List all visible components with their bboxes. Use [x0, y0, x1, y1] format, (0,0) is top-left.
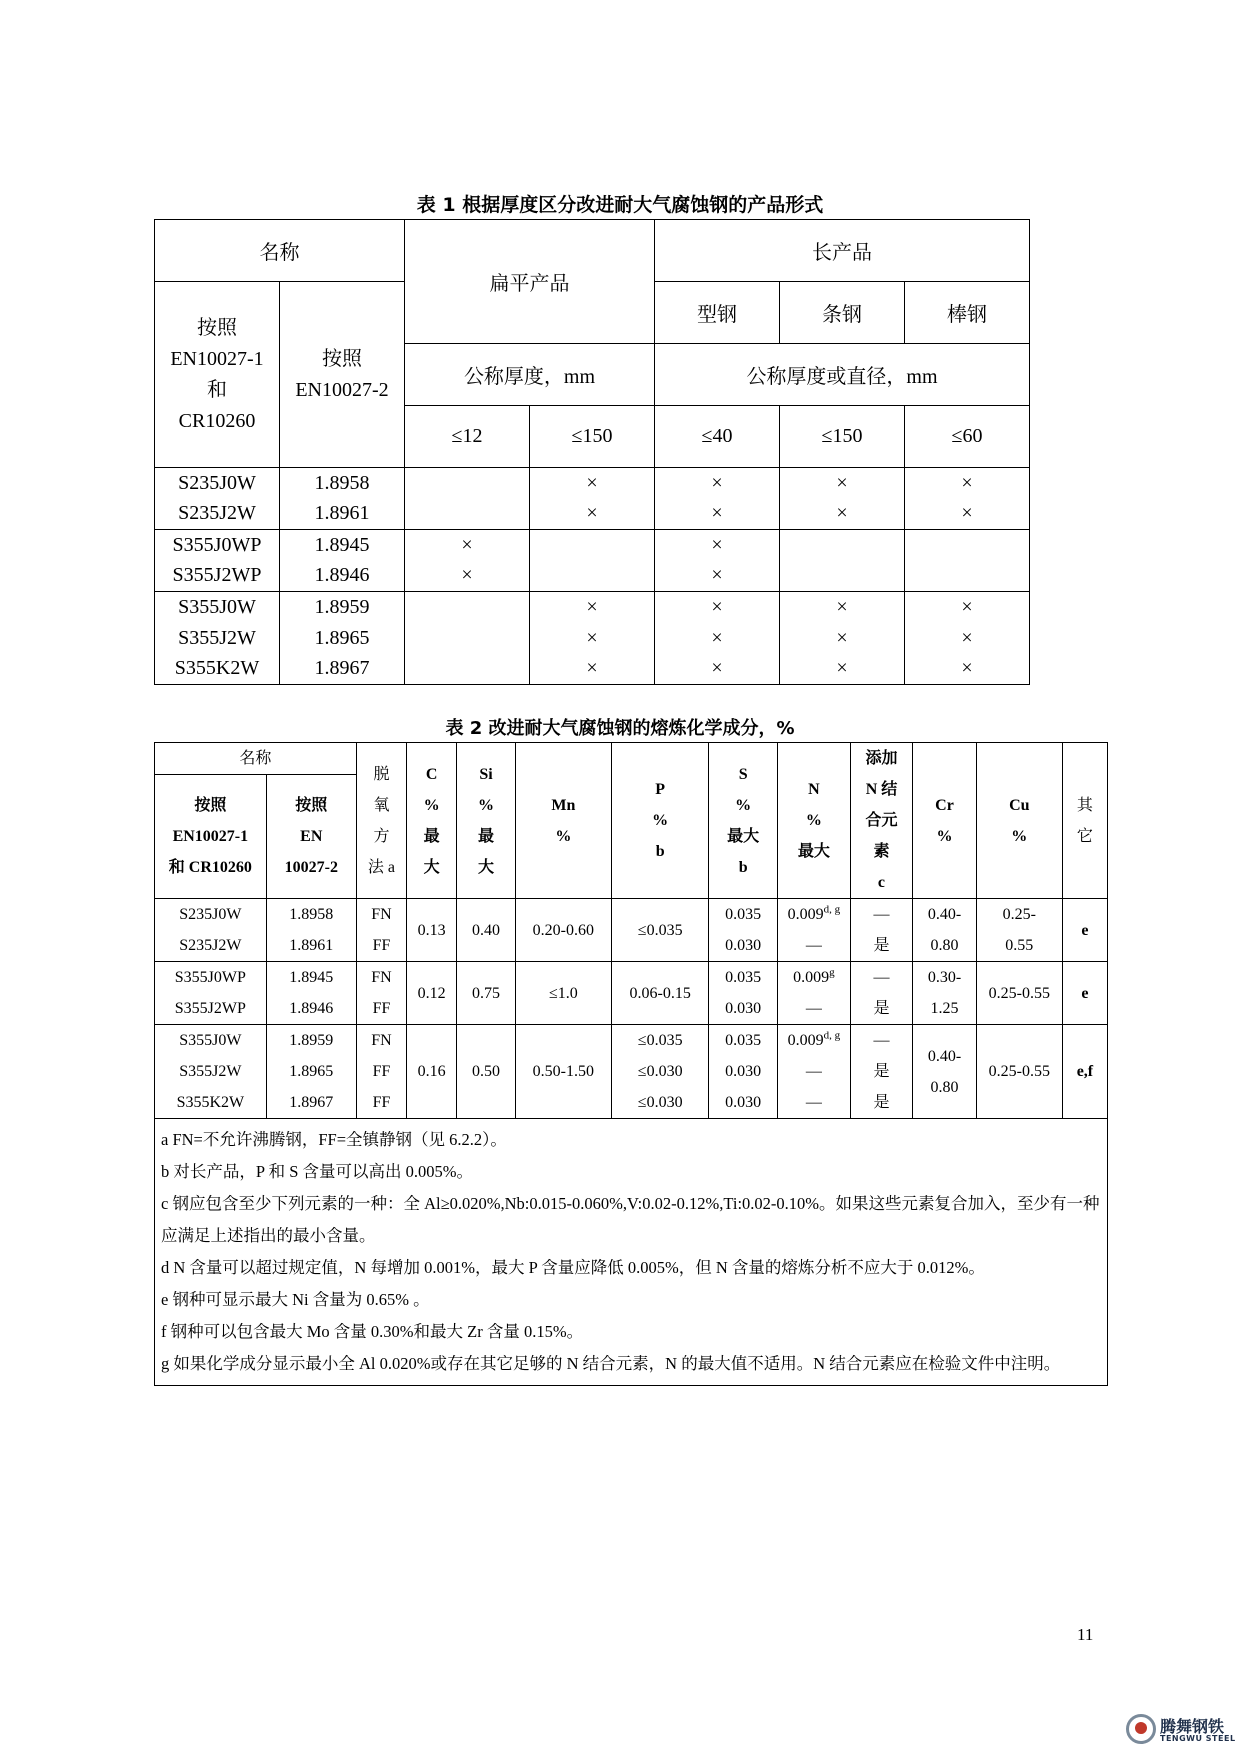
t2-hdr-deox-l4: 法 a [367, 858, 396, 876]
t2-hdr-std1-l3: 和 CR10260 [168, 859, 252, 876]
table1-caption: 表 1 根据厚度区分改进耐大气腐蚀钢的产品形式 [416, 194, 824, 216]
t2-cu-line: 0.25-0.55 [988, 1063, 1050, 1080]
t2-other: e [1062, 962, 1107, 1025]
t1-limit: ≤150 [780, 406, 905, 468]
t2-cu-line: 0.55 [1005, 937, 1034, 954]
table-row [155, 468, 1030, 499]
t2-grade-line: S355J0WP [174, 969, 246, 986]
t2-cu [976, 962, 1062, 1025]
t2-n-line [778, 930, 850, 961]
t2-cr-line: 1.25 [930, 1000, 959, 1017]
t2-hdr-cu [976, 743, 1062, 899]
table2 [154, 742, 1108, 1386]
t2-grade-line: S355J0W [179, 1032, 242, 1049]
table-row [155, 962, 1108, 1025]
t2-n-line [778, 993, 850, 1024]
t2-mn: 0.50-1.50 [515, 1025, 611, 1119]
t2-other: e,f [1062, 1025, 1107, 1119]
t1-mark [530, 561, 655, 592]
t1-mark [530, 530, 655, 561]
t2-hdr-p-l3: b [655, 843, 665, 860]
t1-mark: × [655, 592, 780, 623]
t1-number: 1.8967 [280, 654, 405, 685]
t2-number [266, 962, 356, 1025]
table1-body [155, 468, 1030, 685]
t1-mark: × [530, 654, 655, 685]
t2-deox-line: FF [372, 1094, 391, 1111]
note-a: a FN=不允许沸腾钢，FF=全镇静钢（见 6.2.2）。 [161, 1130, 507, 1149]
t1-mark: × [780, 654, 905, 685]
t2-n [777, 899, 850, 962]
t1-mark [405, 468, 530, 499]
t1-limit: ≤60 [905, 406, 1030, 468]
t2-hdr-s-l1: S [738, 765, 748, 783]
t1-mark [905, 530, 1030, 561]
table1-header [155, 220, 1030, 468]
t2-number-line: 1.8945 [289, 969, 334, 986]
t1-mark: × [655, 654, 780, 685]
t2-hdr-n [777, 743, 850, 899]
t2-s-line: 0.035 [725, 906, 762, 923]
note-c: c 钢应包含至少下列元素的一种：全 Al≥0.020%,Nb:0.015-0.060%,V:0.02-0.12%,Ti:0.02-0.10%。如果这些元素复合加入，至少有一种应满足上述指出的最小含量。 [161, 1194, 1100, 1245]
t2-s [709, 962, 778, 1025]
t1-hdr-flat: 扁平产品 [405, 220, 655, 344]
table1 [154, 219, 1030, 685]
t2-c: 0.13 [407, 899, 457, 962]
t2-hdr-s-l4: b [738, 858, 748, 876]
note-d: d N 含量可以超过规定值，N 每增加 0.001%，最大 P 含量应降低 0.005%，但 N 含量的熔炼分析不应大于 0.012%。 [161, 1258, 985, 1277]
t2-cr-line: 0.80 [930, 937, 959, 954]
t2-p [612, 1025, 709, 1119]
t2-cr-line: 0.40- [927, 906, 962, 923]
t2-hdr-cr-l2: % [936, 827, 953, 845]
t2-nb-line: — [873, 1032, 890, 1049]
t1-mark: × [530, 499, 655, 530]
t2-grade-line: S355J2W [179, 1063, 242, 1080]
t1-hdr-name: 名称 [155, 220, 405, 282]
t1-mark: × [780, 468, 905, 499]
n-value: — [805, 1094, 822, 1111]
t2-number [266, 1025, 356, 1119]
t2-grade-line: S235J0W [179, 906, 242, 923]
t1-mark: × [905, 592, 1030, 623]
t2-n-line [778, 1056, 850, 1087]
t2-p-line: ≤0.030 [637, 1063, 683, 1080]
t2-n-line [778, 1087, 850, 1118]
table-row [155, 899, 1108, 962]
t2-number [266, 899, 356, 962]
t2-hdr-std1 [155, 775, 267, 899]
t1-grade: S355K2W [155, 654, 280, 685]
page-number: 11 [1077, 1625, 1094, 1644]
t1-limit: ≤12 [405, 406, 530, 468]
t1-number: 1.8958 [280, 468, 405, 499]
t2-n [777, 1025, 850, 1119]
t2-hdr-std1-l1: 按照 [194, 797, 227, 814]
t1-hdr-std1 [155, 282, 280, 468]
t1-grade: S355J0W [155, 592, 280, 623]
t2-hdr-p [612, 743, 709, 899]
t2-hdr-mn [515, 743, 611, 899]
t2-number-line: 1.8967 [289, 1094, 334, 1111]
table2-body [155, 899, 1108, 1119]
t2-hdr-std2-l3: 10027-2 [284, 859, 338, 876]
t2-cr [913, 899, 977, 962]
t2-hdr-nb-l3: 合元 [865, 812, 898, 829]
t2-hdr-nb-l1: 添加 [865, 750, 898, 767]
t2-s [709, 1025, 778, 1119]
t2-deox [356, 899, 406, 962]
t2-hdr-si-l2: % [477, 796, 494, 814]
t2-number-line: 1.8961 [289, 937, 334, 954]
t1-hdr-std1-l2: EN10027-1 [170, 347, 264, 370]
t1-mark: × [905, 654, 1030, 685]
t2-hdr-si-l3: 最 [477, 827, 494, 845]
t2-hdr-p-l1: P [655, 781, 666, 798]
t2-hdr-nb [850, 743, 913, 899]
t2-nb-line: 是 [873, 937, 890, 954]
t2-hdr-n-l1: N [808, 781, 820, 798]
t1-hdr-strip: 条钢 [780, 282, 905, 344]
t2-s-line: 0.030 [725, 1000, 762, 1017]
t1-grade: S235J2W [155, 499, 280, 530]
t2-hdr-cr-l1: Cr [935, 796, 954, 814]
t2-nb-line: — [873, 906, 890, 923]
t1-grade: S355J0WP [155, 530, 280, 561]
table2-notes [155, 1119, 1108, 1386]
t2-grade [155, 962, 267, 1025]
t2-p-line: 0.06-0.15 [629, 984, 691, 1002]
t2-n-line [778, 1025, 850, 1056]
t2-hdr-other-l2: 它 [1076, 827, 1093, 845]
t1-limit: ≤40 [655, 406, 780, 468]
t2-number-line: 1.8946 [289, 1000, 334, 1017]
t1-number: 1.8945 [280, 530, 405, 561]
t2-hdr-std2-l1: 按照 [295, 797, 328, 814]
t2-hdr-deox-l3: 方 [373, 827, 390, 845]
t2-hdr-nb-l2: N 结 [865, 781, 898, 798]
n-value: 0.009 [793, 969, 830, 986]
t2-cr-line: 0.40- [927, 1047, 962, 1065]
t1-mark: × [655, 468, 780, 499]
t2-hdr-s-l3: 最大 [727, 827, 760, 845]
t2-s-line: 0.030 [725, 937, 762, 954]
t2-si: 0.75 [457, 962, 515, 1025]
n-value: 0.009 [787, 1032, 824, 1049]
company-logo [1126, 1712, 1236, 1750]
note-g: g 如果化学成分显示最小全 Al 0.020%或存在其它足够的 N 结合元素，N 的最大值不适用。N 结合元素应在检验文件中注明。 [161, 1354, 1061, 1373]
t1-hdr-long: 长产品 [655, 220, 1030, 282]
t2-hdr-c-l1: C [425, 765, 438, 783]
t2-mn: ≤1.0 [515, 962, 611, 1025]
note-f: f 钢种可以包含最大 Mo 含量 0.30%和最大 Zr 含量 0.15%。 [161, 1322, 584, 1341]
t2-nb [850, 1025, 913, 1119]
n-footnote: d, g [823, 903, 841, 916]
t2-p-line: ≤0.035 [637, 1032, 683, 1049]
t2-hdr-si [457, 743, 515, 899]
t1-mark: × [655, 561, 780, 592]
t2-cr [913, 962, 977, 1025]
t2-deox-line: FN [371, 1032, 392, 1049]
t2-deox [356, 1025, 406, 1119]
notes-cell [155, 1119, 1108, 1386]
t2-hdr-si-l1: Si [479, 765, 493, 783]
t2-hdr-cu-l2: % [1011, 827, 1028, 845]
t2-number-line: 1.8958 [289, 906, 334, 923]
t2-hdr-mn-l2: % [555, 827, 572, 845]
t2-hdr-std2-l2: EN [300, 828, 323, 845]
t2-p-line: ≤0.035 [637, 921, 683, 939]
note-e: e 钢种可显示最大 Ni 含量为 0.65% 。 [161, 1290, 430, 1309]
t2-s-line: 0.035 [725, 1032, 762, 1049]
t2-deox-line: FF [372, 1000, 391, 1017]
t2-cu-line: 0.25- [1002, 906, 1036, 923]
t1-hdr-std2-l2: EN10027-2 [295, 378, 389, 401]
t1-grade: S355J2WP [155, 561, 280, 592]
t2-hdr-c-l3: 最 [423, 827, 440, 845]
table2-header [155, 743, 1108, 899]
t1-grade: S355J2W [155, 623, 280, 654]
t2-hdr-other-l1: 其 [1076, 796, 1093, 814]
n-value: 0.009 [787, 906, 824, 923]
table-row [155, 623, 1030, 654]
t1-mark: × [905, 468, 1030, 499]
table-row [155, 530, 1030, 561]
t2-si: 0.40 [457, 899, 515, 962]
logo-subtitle: TENGWU STEEL [1160, 1734, 1236, 1743]
t2-hdr-cu-l1: Cu [1009, 796, 1030, 814]
n-footnote: g [829, 966, 835, 979]
t2-hdr-cr [913, 743, 977, 899]
t1-hdr-long-thk: 公称厚度或直径，mm [655, 344, 1030, 406]
t2-hdr-std2 [266, 775, 356, 899]
t1-hdr-std1-l3: 和 [207, 378, 227, 401]
t2-s-line: 0.035 [725, 969, 762, 986]
t2-nb [850, 962, 913, 1025]
t2-grade [155, 899, 267, 962]
t2-hdr-s-l2: % [735, 796, 752, 814]
t1-mark: × [530, 468, 655, 499]
t1-number: 1.8961 [280, 499, 405, 530]
t1-mark: × [405, 530, 530, 561]
t1-hdr-std1-l4: CR10260 [178, 409, 256, 432]
t1-mark: × [905, 499, 1030, 530]
t2-number-line: 1.8965 [289, 1063, 334, 1080]
t2-deox-line: FF [372, 937, 391, 954]
t2-hdr-deox-l2: 氧 [373, 796, 390, 814]
t2-hdr-s [709, 743, 778, 899]
t2-cr-line: 0.80 [930, 1078, 959, 1096]
t1-mark: × [905, 623, 1030, 654]
t2-cu [976, 1025, 1062, 1119]
table2-caption: 表 2 改进耐大气腐蚀钢的熔炼化学成分，% [445, 718, 795, 739]
t2-hdr-std1-l2: EN10027-1 [172, 828, 249, 845]
t2-cr-line: 0.30- [927, 969, 962, 986]
t1-mark: × [405, 561, 530, 592]
t1-hdr-std2-l1: 按照 [322, 347, 362, 370]
t1-number: 1.8959 [280, 592, 405, 623]
t2-n-line [778, 962, 850, 993]
t2-other: e [1062, 899, 1107, 962]
t2-n [777, 962, 850, 1025]
t1-number: 1.8946 [280, 561, 405, 592]
t2-grade [155, 1025, 267, 1119]
t2-hdr-c [407, 743, 457, 899]
t2-p [612, 899, 709, 962]
t2-nb-line: 是 [873, 1000, 890, 1017]
table-row [155, 1025, 1108, 1119]
t2-hdr-mn-l1: Mn [551, 796, 576, 814]
t1-mark: × [780, 623, 905, 654]
t2-cu [976, 899, 1062, 962]
t2-p [612, 962, 709, 1025]
t2-nb [850, 899, 913, 962]
t1-mark [905, 561, 1030, 592]
t2-hdr-deox-l1: 脱 [373, 765, 390, 783]
t2-hdr-name: 名称 [155, 743, 357, 775]
t2-hdr-nb-l4: 素 [873, 843, 890, 860]
t1-mark: × [530, 623, 655, 654]
t1-limit: ≤150 [530, 406, 655, 468]
t2-number-line: 1.8959 [289, 1032, 334, 1049]
t2-p-line: ≤0.030 [637, 1094, 683, 1111]
t2-deox-line: FF [372, 1063, 391, 1080]
t2-c: 0.16 [407, 1025, 457, 1119]
t2-hdr-n-l2: % [805, 812, 822, 829]
t2-deox-line: FN [371, 906, 392, 923]
t1-hdr-std1-l1: 按照 [197, 316, 237, 339]
t1-hdr-section: 型钢 [655, 282, 780, 344]
t2-grade-line: S355K2W [176, 1094, 245, 1111]
t1-number: 1.8965 [280, 623, 405, 654]
t2-hdr-c-l2: % [423, 796, 440, 814]
t1-grade: S235J0W [155, 468, 280, 499]
t1-mark: × [780, 499, 905, 530]
t2-s-line: 0.030 [725, 1063, 762, 1080]
t2-hdr-p-l2: % [652, 812, 669, 829]
t1-mark [780, 561, 905, 592]
t2-hdr-deox [356, 743, 406, 899]
t2-hdr-nb-l5: c [877, 874, 886, 891]
t1-mark [780, 530, 905, 561]
n-value: — [805, 1000, 822, 1017]
t2-hdr-other [1062, 743, 1107, 899]
t2-nb-line: — [873, 969, 890, 986]
t2-c: 0.12 [407, 962, 457, 1025]
table-row [155, 561, 1030, 592]
t1-hdr-flat-thk: 公称厚度，mm [405, 344, 655, 406]
n-footnote: d, g [823, 1029, 841, 1042]
t2-grade-line: S355J2WP [174, 1000, 246, 1017]
t1-mark [405, 499, 530, 530]
t2-n-line [778, 899, 850, 930]
t1-mark: × [655, 530, 780, 561]
t1-mark: × [655, 499, 780, 530]
t1-mark [405, 654, 530, 685]
t2-deox [356, 962, 406, 1025]
t2-s [709, 899, 778, 962]
t1-mark: × [530, 592, 655, 623]
note-b: b 对长产品，P 和 S 含量可以高出 0.005%。 [161, 1162, 473, 1181]
t2-hdr-si-l4: 大 [477, 858, 494, 876]
table-row [155, 499, 1030, 530]
t2-nb-line: 是 [873, 1094, 890, 1111]
t1-mark: × [655, 623, 780, 654]
t2-grade-line: S235J2W [179, 937, 242, 954]
t2-mn: 0.20-0.60 [515, 899, 611, 962]
t2-cr [913, 1025, 977, 1119]
logo-icon [1126, 1714, 1156, 1744]
t2-cu-line: 0.25-0.55 [988, 984, 1050, 1002]
t1-hdr-bar: 棒钢 [905, 282, 1030, 344]
table-row [155, 592, 1030, 623]
t1-hdr-std2 [280, 282, 405, 468]
t2-s-line: 0.030 [725, 1094, 762, 1111]
t2-nb-line: 是 [873, 1063, 890, 1080]
t1-mark [405, 623, 530, 654]
t2-deox-line: FN [371, 969, 392, 986]
n-value: — [805, 1063, 822, 1080]
t2-si: 0.50 [457, 1025, 515, 1119]
n-value: — [805, 937, 822, 954]
logo-name: 腾舞钢铁 [1160, 1717, 1225, 1736]
t1-mark: × [780, 592, 905, 623]
t1-mark [405, 592, 530, 623]
t2-hdr-n-l3: 最大 [797, 843, 830, 860]
t2-hdr-c-l4: 大 [423, 858, 440, 876]
table-row [155, 654, 1030, 685]
